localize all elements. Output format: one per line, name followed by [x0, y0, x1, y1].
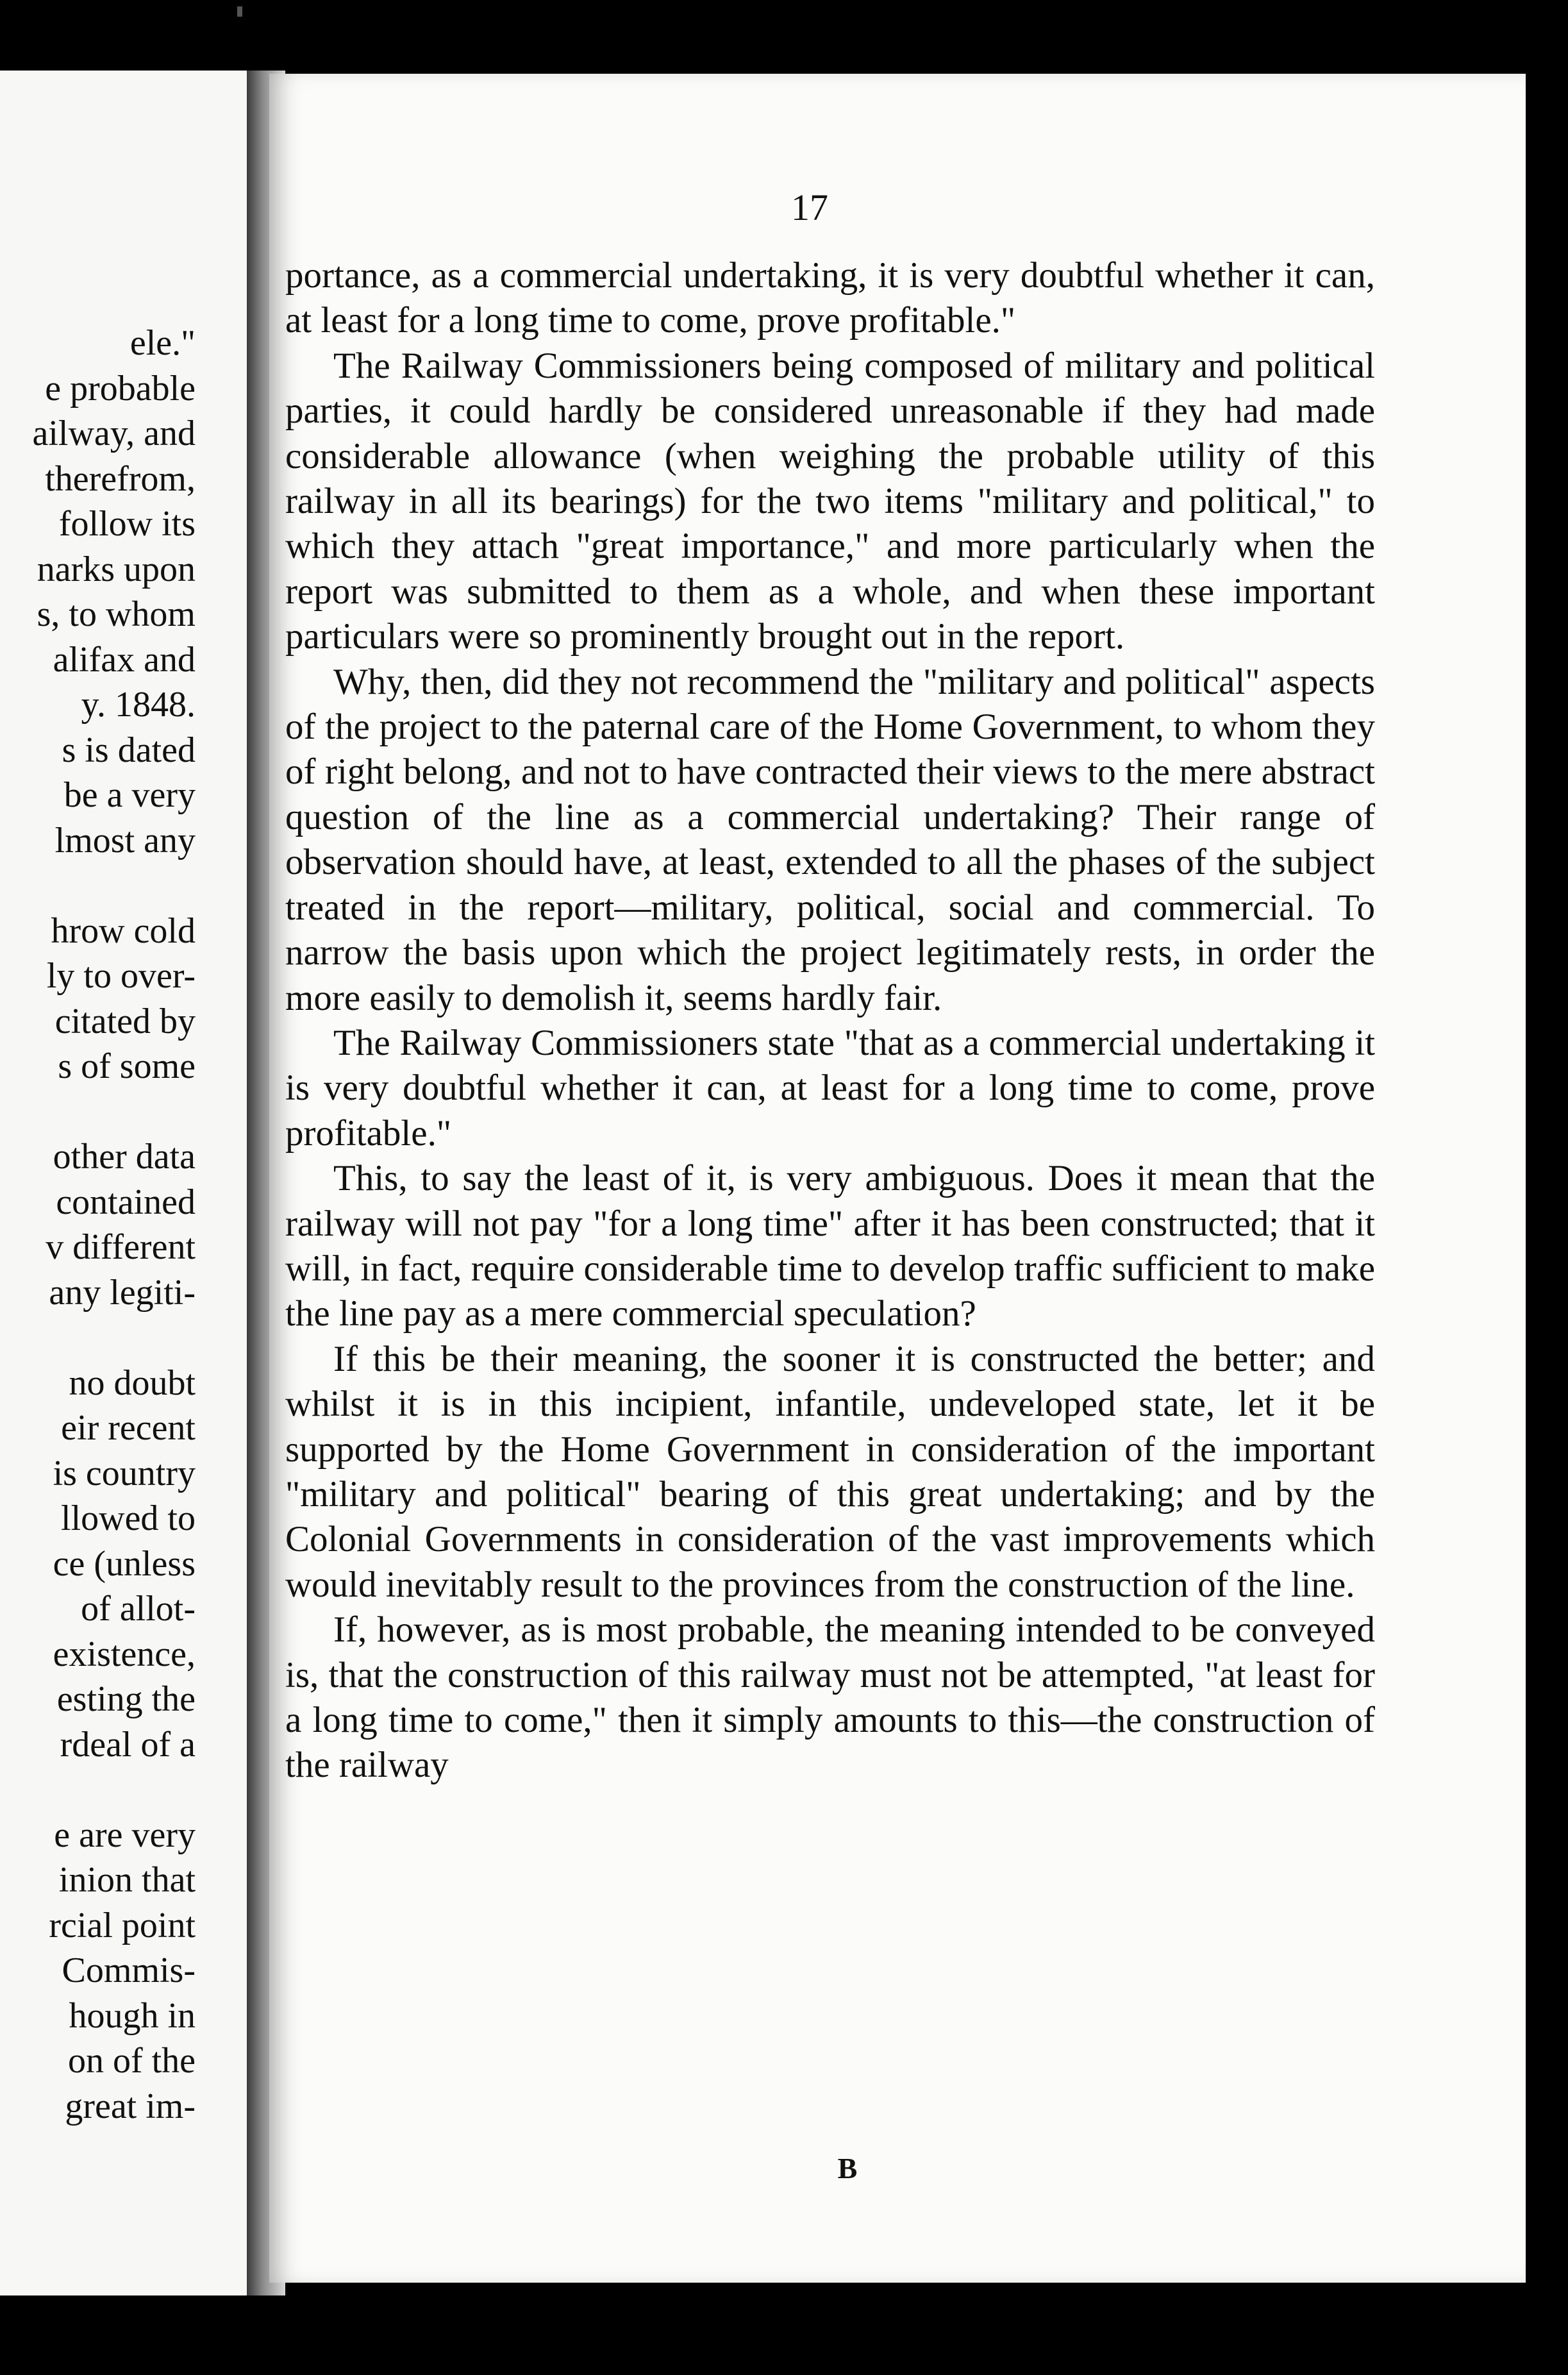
left-page-line [0, 1767, 196, 1813]
left-page-line: contained [56, 1182, 196, 1222]
page-number: 17 [791, 187, 828, 228]
left-page-line: hrow cold [51, 911, 196, 951]
left-page-line: ele." [129, 323, 196, 363]
left-page-line: e probable [45, 368, 196, 408]
left-page-line: ailway, and [32, 414, 196, 453]
left-page-line: rcial point [49, 1905, 196, 1945]
left-page-line: is country [53, 1453, 196, 1493]
left-page-line: y. 1848. [81, 685, 196, 725]
left-page-line: s is dated [62, 730, 196, 770]
left-page-line: on of the [67, 2041, 196, 2081]
paragraph: The Railway Commissioners being composed of military and political parties, it could hardly be considered unreasonable if they had made considerable allowance (when weighing the probable utility of this railway in all its bearings) for the two items "military and political," to which they attach "great importance," and more particularly when the report was submitted to them as a whole, and when these important particulars were so prominently brought out in the report. [285, 345, 1375, 657]
left-page-line: ly to over- [46, 956, 196, 996]
left-page-line: s of some [58, 1046, 196, 1086]
left-page-line: ce (unless [53, 1543, 196, 1584]
left-page-line: e are very [54, 1815, 196, 1855]
left-page-line: eir recent [61, 1408, 196, 1448]
paragraph: The Railway Commissioners state "that as a commercial undertaking it is very doubtful whether it can, at least for a long time to come, prove profitable." [285, 1022, 1375, 1154]
paragraph: If, however, as is most probable, the meaning intended to be conveyed is, that the construction of this railway must not be attempted, "at least for a long time to come," then it simply amounts to this—the construction of the railway [285, 1609, 1375, 1786]
left-page-line: existence, [53, 1634, 196, 1674]
left-page-line: no doubt [69, 1363, 196, 1403]
left-page-line: llowed to [61, 1498, 196, 1538]
paragraph: If this be their meaning, the sooner it is constructed the better; and whilst it is in this incipient, infantile, undeveloped state, let it be supported by the Home Government in consideration of the important "military and political" bearing of this great undertaking; and by the Colonial Governments in consideration of the vast improvements which would inevitably result to the provinces from the construction of the line. [285, 1338, 1375, 1605]
left-page-line: therefrom, [45, 458, 196, 499]
left-page-line: inion that [58, 1860, 196, 1900]
paragraph: portance, as a commercial undertaking, it is very doubtful whether it can, at least for a long time to come, prove profitable." [285, 255, 1375, 341]
left-page-line [0, 1315, 196, 1361]
left-page-line: of allot- [81, 1589, 196, 1629]
left-page-line: follow its [58, 504, 196, 544]
left-page-line: narks upon [37, 549, 196, 589]
paragraph: Why, then, did they not recommend the "military and political" aspects of the project to the paternal care of the Home Government, to whom they of right belong, and not to have contracted their views to the mere abstract question of the line as a commercial undertaking? Their range of observation should have, at least, extended to all the phases of the subject treated in the report—military, political, social and commercial. To narrow the basis upon which the project legitimately rests, in order the more easily to demolish it, seems hardly fair. [285, 661, 1375, 1018]
left-page [0, 71, 247, 2295]
left-page-line: Commis- [62, 1951, 196, 1990]
page-body-text [285, 253, 1375, 1788]
left-page-line: s, to whom [37, 594, 196, 634]
left-page-line: lmost any [54, 820, 196, 860]
scan-corner-mark [237, 6, 242, 17]
left-page-line [0, 863, 196, 909]
left-page-line [0, 1089, 196, 1135]
left-page-line: any legiti- [49, 1272, 196, 1313]
left-page-line: other data [53, 1137, 196, 1177]
left-page-line: v different [46, 1227, 196, 1267]
left-page-text [0, 321, 196, 2129]
left-page-line: hough in [69, 1995, 196, 2036]
left-page-line: be a very [63, 775, 196, 815]
left-page-line: alifax and [53, 639, 196, 680]
left-page-line: citated by [54, 1001, 196, 1041]
paragraph: This, to say the least of it, is very ambiguous. Does it mean that the railway will not pay "for a long time" after it has been constructed; that it will, in fact, require considerable time to develop traffic sufficient to make the line pay as a mere commercial speculation? [285, 1158, 1375, 1334]
left-page-line: esting the [56, 1679, 196, 1719]
signature-mark: B [837, 2152, 858, 2185]
left-page-line: great im- [65, 2086, 196, 2126]
left-page-line: rdeal of a [60, 1724, 196, 1765]
